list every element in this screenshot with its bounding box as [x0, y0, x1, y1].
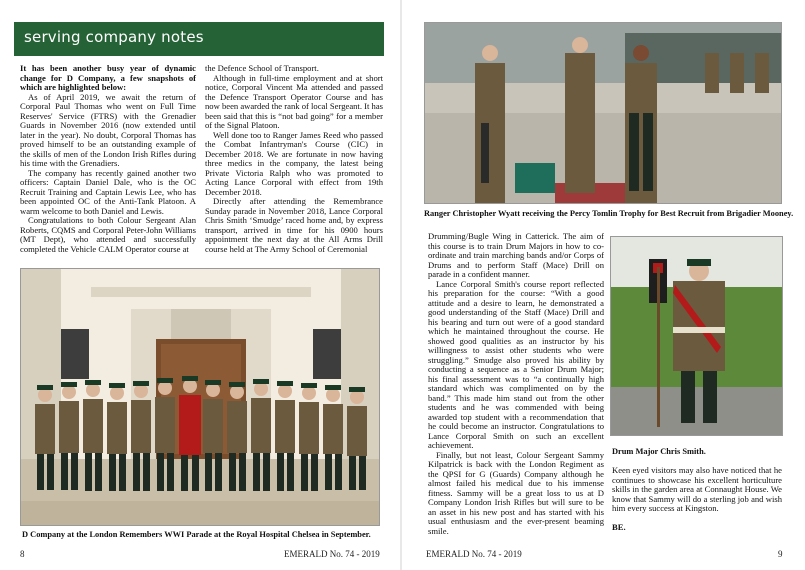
right-column-1 — [428, 232, 604, 538]
right-page — [402, 0, 805, 570]
section-header — [14, 22, 384, 56]
trophy-caption: Ranger Christopher Wyatt receiving the Percy Tomlin Trophy for Best Recruit from Brigadier Mooney. — [424, 209, 794, 218]
paragraph: Directly after attending the Remembrance Sunday parade in November 2018, Lance Corporal Chris Smith ‘Smudge’ raced home and, by express transport, arrived in time for his 0900 hours appointment the next day at the All Arms Drill course held at The Army School of Ceremonial — [205, 196, 383, 254]
trophy-photo — [424, 22, 782, 204]
parade-soldiers — [21, 269, 380, 526]
paragraph: Congratulations to both Colour Sergeant Alan Roberts, CQMS and Corporal Peter-John Williams (MT Dept), who attended and successfully completed the Vehicle CALM Operator course at — [20, 215, 196, 254]
parade-caption: D Company at the London Remembers WWI Parade at the Royal Hospital Chelsea in September. — [22, 530, 371, 539]
left-column-2 — [205, 64, 383, 252]
paragraph: Lance Corporal Smith's course report reflected his preparation for the course: “With a good attitude and a desire to learn, he demonstrated a good understanding of the Staff (Mace) Drill and his bearing and turn out were of a good standard which he maintained throughout the course. He showed good qualities as an instructor by his willingness to assist other students who were struggling.” Smudge also proved his ability by conducting a sequence as a Senior Drum Major; his final assessment was to “a continually high standard which was complimented on by the band.” This made him stand out from the other students and he was commended with being awarded top student with a recommendation that he could become an instructor. Congratulations to Lance Corporal Smith on such an excellent achievement. — [428, 278, 604, 450]
left-page-number: 8 — [20, 549, 25, 559]
paragraph: As of April 2019, we await the return of Corporal Paul Thomas who went on Full Time Reserves' Service (FTRS) with the Grenadier Guards in November 2016 (now extended until later in the year). No doubt, Corporal Thomas has proved himself to be an outstanding example of the skills of men of the London Irish Rifles during his time with the Grenadiers. — [20, 91, 196, 168]
paragraph: the Defence School of Transport. — [205, 63, 319, 73]
section-title: serving company notes — [24, 28, 204, 46]
drum-major-caption: Drum Major Chris Smith. — [612, 447, 706, 456]
intro-paragraph: It has been another busy year of dynamic change for D Company, a few snapshots of which are highlighted below: — [20, 63, 196, 92]
trophy-photo-image — [425, 23, 782, 204]
right-footer-magazine: EMERALD No. 74 - 2019 — [426, 549, 522, 559]
paragraph: Well done too to Ranger James Reed who passed the Combat Infantryman's Course (CIC) in December 2018. We are fortunate in now having three medics in the company, the latest being Private Victoria Ralph who was promoted to Acting Lance Corporal with effect from 19th December 2018. — [205, 129, 383, 197]
right-column-2 — [612, 466, 782, 538]
drum-major-photo-image — [611, 237, 783, 436]
left-footer-magazine: EMERALD No. 74 - 2019 — [284, 549, 380, 559]
right-page-number: 9 — [778, 549, 783, 559]
paragraph: Finally, but not least, Colour Sergeant Sammy Kilpatrick is back with the London Regiment as the QPSI for G (Guards) Company although he almost failed his medical due to his immense fitness. Sammy will be a great loss to us at D Company London Irish Rifles but will sure to be an asset in his new post and has started with his usual enthusiasm and the ever-present beaming smile. — [428, 449, 604, 536]
paragraph: Although in full-time employment and at short notice, Corporal Vincent Ma attended and passed the Defence Transport Operator Course and has now been awarded the rank of local Sergeant. It has been said that this is “not bad going” for a member of the Signal Platoon. — [205, 72, 383, 130]
left-column-1 — [20, 64, 196, 252]
paragraph: Keen eyed visitors may also have noticed that he continues to showcase his excellent horticulture skills in the garden area at Connaught House. We know that Sammy will do a sterling job and wish him every success at Kingston. — [612, 465, 782, 513]
left-page — [0, 0, 402, 570]
drum-major-photo — [610, 236, 783, 436]
paragraph: The company has recently gained another two officers: Captain Daniel Dale, who is the OC Recruit Training and Captain Lewis Lee, who has been appointed OC of the Anti-Tank Platoon. A warm welcome to both Daniel and Lewis. — [20, 167, 196, 216]
parade-photo — [20, 268, 380, 526]
author-initials: BE. — [612, 521, 626, 532]
paragraph: Drumming/Bugle Wing in Catterick. The aim of this course is to train Drum Majors in how to co-ordinate and train marching bands and/or Corps of Drums and to perform Staff (Mace) Drill on parade in a confident manner. — [428, 231, 604, 279]
